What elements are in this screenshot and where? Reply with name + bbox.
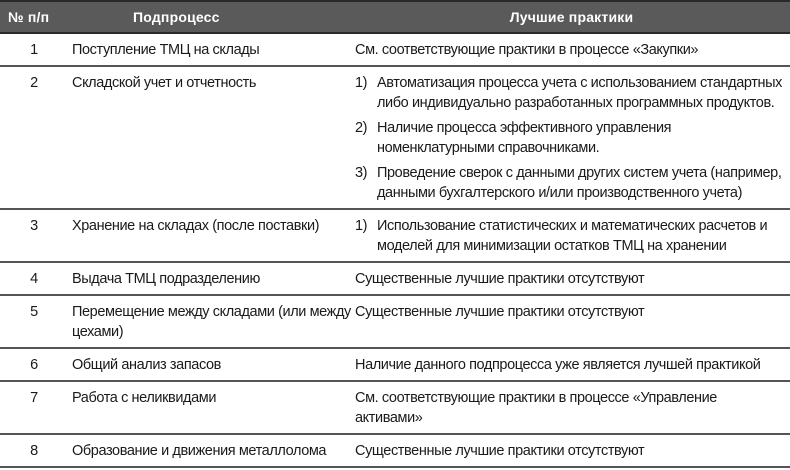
item-text: Проведение сверок с данными других систем учета (например, данными бухгалтерского и/или производственного учета) (377, 165, 782, 201)
row-subprocess: Работа с неликвидами (68, 381, 355, 434)
row-practice: См. соответствующие практики в процессе «Закупки» (355, 33, 790, 66)
item-number: 1) (355, 218, 368, 234)
item-number: 1) (355, 75, 368, 91)
row-num: 8 (0, 434, 68, 467)
practice-item (355, 216, 788, 256)
practice-item (355, 118, 788, 158)
row-subprocess: Общий анализ запасов (68, 348, 355, 381)
practice-item (355, 73, 788, 113)
row-num: 3 (0, 209, 68, 262)
row-num: 2 (0, 66, 68, 209)
row-practice: Наличие данного подпроцесса уже является лучшей практикой (355, 348, 790, 381)
table-row (0, 381, 790, 434)
item-text: Наличие процесса эффективного управления номенклатурными справочниками. (377, 120, 672, 156)
row-num: 4 (0, 262, 68, 295)
header-num: № п/п (0, 1, 68, 33)
item-text: Использование статистических и математических расчетов и моделей для минимизации остатков ТМЦ на хранении (377, 218, 768, 254)
table-row (0, 66, 790, 209)
item-text: Автоматизация процесса учета с использованием стандартных либо индивидуально разработанных программных продуктов. (377, 75, 782, 111)
table-row (0, 262, 790, 295)
row-num: 5 (0, 295, 68, 348)
table-row (0, 348, 790, 381)
table-header-row (0, 1, 790, 33)
row-subprocess: Поступление ТМЦ на склады (68, 33, 355, 66)
row-num: 6 (0, 348, 68, 381)
table-row (0, 209, 790, 262)
item-number: 2) (355, 120, 368, 136)
table-row (0, 33, 790, 66)
item-number: 3) (355, 165, 368, 181)
row-subprocess: Перемещение между складами (или между цехами) (68, 295, 355, 348)
row-subprocess: Складской учет и отчетность (68, 66, 355, 209)
row-subprocess: Хранение на складах (после поставки) (68, 209, 355, 262)
practice-item (355, 163, 788, 203)
header-subprocess: Подпроцесс (68, 1, 355, 33)
row-num: 1 (0, 33, 68, 66)
table-row (0, 434, 790, 467)
row-practice-list (355, 66, 790, 209)
row-subprocess: Образование и движения металлолома (68, 434, 355, 467)
header-practices: Лучшие практики (355, 1, 790, 33)
row-practice: См. соответствующие практики в процессе «Управление активами» (355, 381, 790, 434)
row-practice: Существенные лучшие практики отсутствуют (355, 262, 790, 295)
row-practice: Существенные лучшие практики отсутствуют (355, 434, 790, 467)
table-row (0, 295, 790, 348)
row-practice: Существенные лучшие практики отсутствуют (355, 295, 790, 348)
row-subprocess: Выдача ТМЦ подразделению (68, 262, 355, 295)
row-num: 7 (0, 381, 68, 434)
row-practice-list (355, 209, 790, 262)
